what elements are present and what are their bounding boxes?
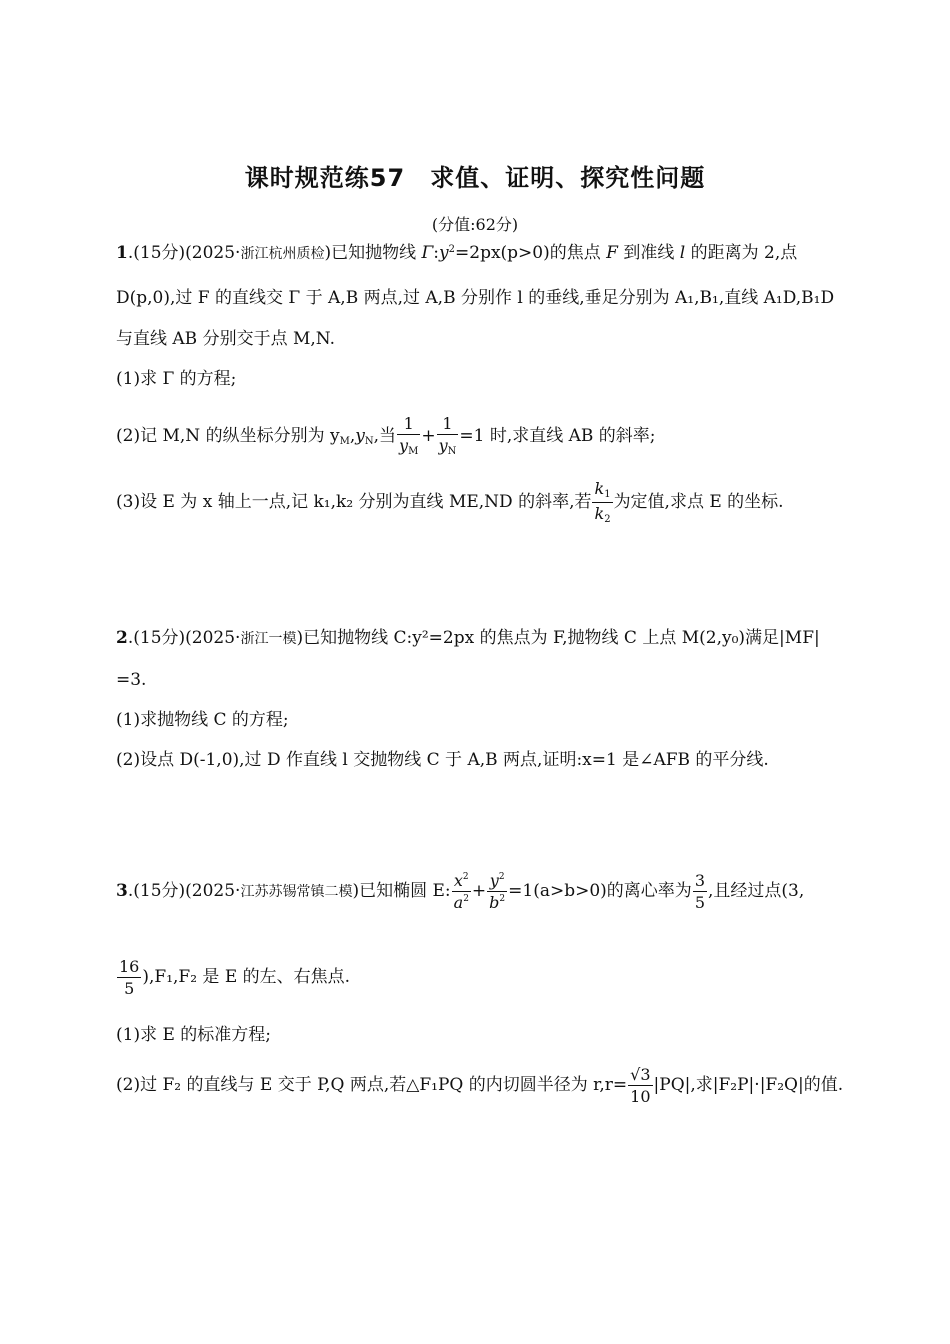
score-note: (分值:62分) [431, 215, 519, 234]
q1-part3: (3)设 E 为 x 轴上一点,记 k₁,k₂ 分别为直线 ME,ND 的斜率,若 $\frac{k1}{k2}$ 为定值,求点 E 的坐标. [116, 478, 784, 525]
fraction-k1-over-k2: $\frac{k1}{k2}$ [594, 478, 611, 525]
q1-number: 1 [116, 243, 128, 263]
q3-line2: $\frac{16}{5}$ ),F₁,F₂ 是 E 的左、右焦点. [119, 956, 351, 998]
fraction-sqrt3-over-10: $\frac{√3}{10}$ [630, 1064, 651, 1106]
page-title: 课时规范练57 求值、证明、探究性问题 [244, 164, 706, 192]
q1-part1: (1)求 Γ 的方程; [116, 369, 237, 389]
q2-part1: (1)求抛物线 C 的方程; [116, 710, 289, 730]
q2-line1: 2.(15分)(2025·浙江一模)已知抛物线 C:y²=2px 的焦点为 F,抛物线 C 上点 M(2,y₀)满足|MF| [116, 628, 820, 648]
fraction-x2-over-a2: $\frac{x^2}{a^2}$ [453, 870, 469, 912]
q2-line2: =3. [116, 670, 147, 690]
fraction-y2-over-b2: $\frac{y^2}{b^2}$ [489, 870, 506, 912]
q1-line3: 与直线 AB 分别交于点 M,N. [116, 329, 335, 349]
q2-part2: (2)设点 D(-1,0),过 D 作直线 l 交抛物线 C 于 A,B 两点,证明:x=1 是∠AFB 的平分线. [116, 750, 769, 770]
q2-source: 浙江一模 [240, 631, 297, 647]
fraction-1-over-yM: $\frac{1}{yM}$ [399, 414, 419, 457]
q2-number: 2 [116, 628, 128, 648]
fraction-1-over-yN: $\frac{1}{yN}$ [438, 414, 457, 457]
q3-part1: (1)求 E 的标准方程; [116, 1025, 272, 1045]
q1-line1: 1.(15分)(2025·浙江杭州质检)已知抛物线 $\Gamma:y^2=2px(p>0)$的焦点 F 到准线 l 的距离为 2,点 [116, 243, 798, 263]
q1-part2: (2)记 M,N 的纵坐标分别为 $y_M,y_N$,当 $\frac{1}{yM}$ + $\frac{1}{yN}$ =1 时,求直线 AB 的斜率; [116, 414, 656, 457]
q1-line2: D(p,0),过 F 的直线交 Γ 于 A,B 两点,过 A,B 分别作 l 的垂线,垂足分别为 A₁,B₁,直线 A₁D,B₁D [116, 288, 835, 308]
q3-part2: (2)过 F₂ 的直线与 E 交于 P,Q 两点,若△F₁PQ 的内切圆半径为 r,r= $\frac{√3}{10}$ |PQ|,求|F₂P|·|F₂Q|的值. [116, 1064, 844, 1106]
q1-source: 浙江杭州质检 [240, 246, 325, 262]
q3-line1: 3.(15分)(2025·江苏苏锡常镇二模)已知椭圆 E: $\frac{x^2}{a^2}$ + $\frac{y^2}{b^2}$ =1(a>b>0)的离心率为 $\frac{3}{5}$ ,且经过点(3, [116, 870, 805, 912]
q3-number: 3 [116, 881, 128, 901]
fraction-3-over-5: $\frac{3}{5}$ [694, 870, 705, 912]
q3-source: 江苏苏锡常镇二模 [240, 884, 353, 900]
fraction-16-over-5: $\frac{16}{5}$ [119, 956, 140, 998]
